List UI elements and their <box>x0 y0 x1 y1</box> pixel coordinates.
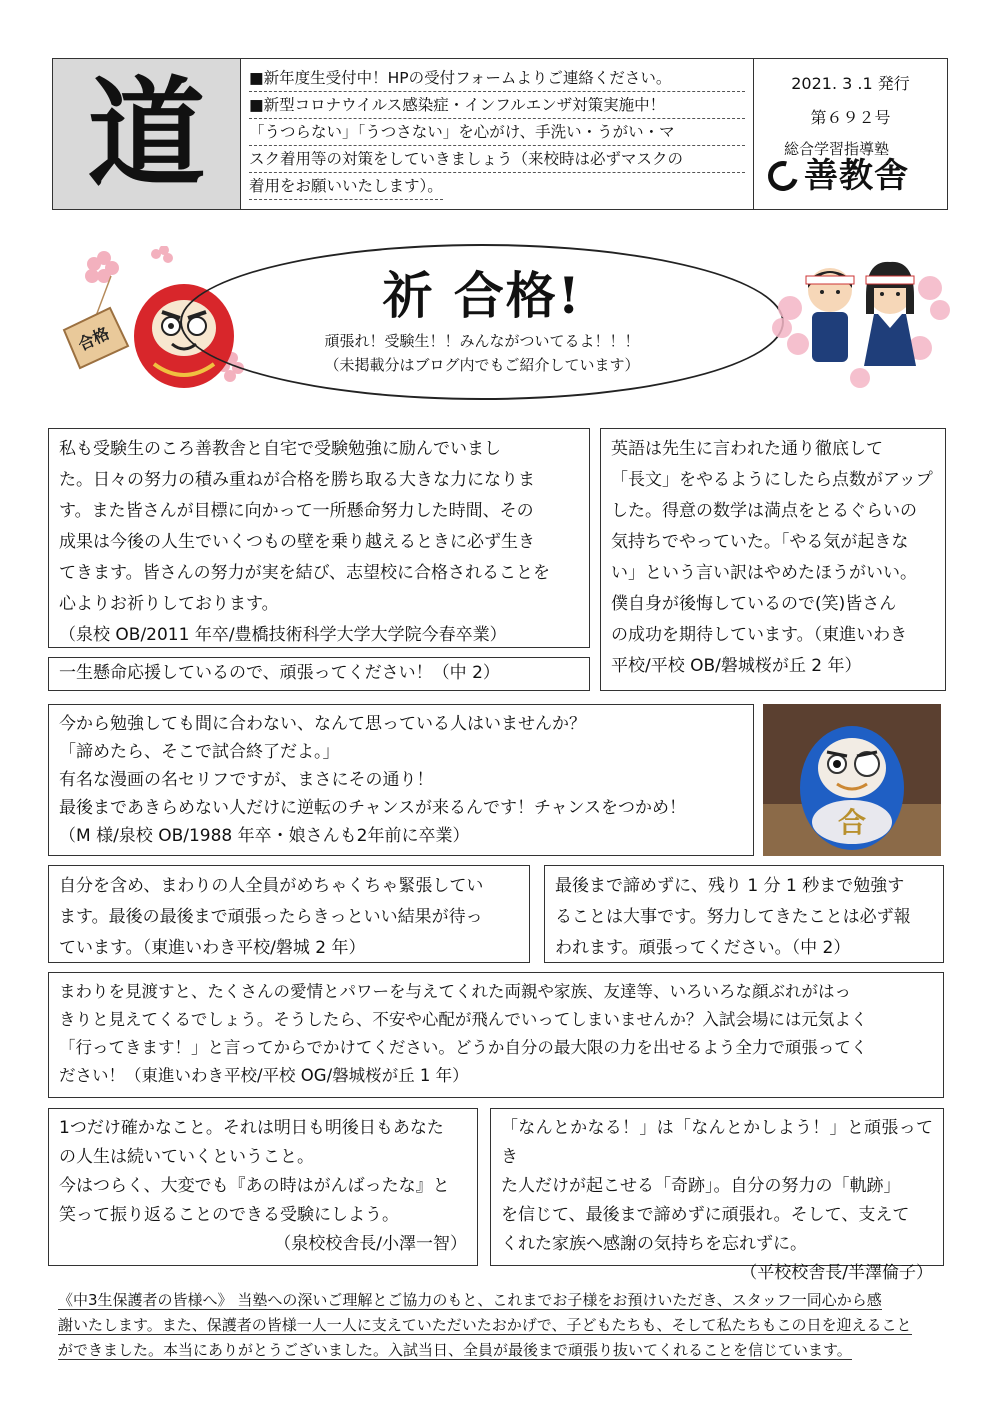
brand-subtitle: 総合学習指導塾 <box>784 140 890 158</box>
message-line: 成果は今後の人生でいくつもの壁を乗り越えるときに必ず生き <box>59 532 535 552</box>
message-card <box>490 1108 944 1283</box>
daruma-char: 合 <box>837 806 867 839</box>
message-line: た人だけが起こせる「奇跡」。自分の努力の「軌跡」 <box>501 1176 901 1196</box>
message-author: （泉校 OB/2011 年卒/豊橋技術科学大学大学院今春卒業） <box>59 625 507 645</box>
newsletter-header <box>52 58 948 210</box>
message-line: ます。最後の最後まで頑張ったらきっといい結果が待っ <box>59 907 483 927</box>
message-card <box>600 428 946 691</box>
parents-note <box>58 1288 948 1363</box>
footer-line: 《中3生保護者の皆様へ》 当塾への深いご理解とご協力のもと、これまでお子様をお預けいただき、スタッフ一同心から感 <box>58 1291 882 1309</box>
banner-title: 祈 合格! <box>382 266 582 325</box>
message-author: （平校校舎長/半澤倫子） <box>740 1263 933 1283</box>
message-line: くれた家族へ感謝の気持ちを忘れずに。 <box>501 1234 807 1254</box>
message-line: た。日々の努力の積み重ねが合格を勝ち取る大きな力になりま <box>59 470 535 490</box>
issue-date: 2021. 3 .1 発行 <box>791 74 910 93</box>
notice-panel <box>241 59 754 209</box>
brand-logo <box>768 156 909 196</box>
daruma-photo <box>763 704 941 856</box>
message-line: 1つだけ確かなこと。それは明日も明後日もあなた <box>59 1118 444 1138</box>
message-line: ています。（東進いわき平校/磐城 2 年） <box>59 938 366 958</box>
message-line: 気持ちでやっていた。「やる気が起きな <box>611 532 909 552</box>
footer-line: ができました。本当にありがとうございました。入試当日、全員が最後まで頑張り抜いてくれることを信じています。 <box>58 1341 852 1359</box>
message-line: 自分を含め、まわりの人全員がめちゃくちゃ緊張してい <box>59 876 484 896</box>
message-line: の成功を期待しています。（東進いわき <box>611 625 908 645</box>
message-line: 「諦めたら、そこで試合終了だよ。」 <box>59 742 340 762</box>
message-card <box>48 657 590 691</box>
message-line: 僕自身が後悔しているので(笑)皆さん <box>611 594 897 614</box>
message-card <box>48 972 944 1098</box>
message-line: 「なんとかなる！」は「なんとかしよう！」と頑張ってき <box>501 1118 933 1167</box>
brand-swoosh-icon <box>763 156 804 197</box>
footer-line: 謝いたします。また、保護者の皆様一人一人に支えていただいたおかげで、子どもたちも、そして私たちもこの日を迎えること <box>58 1316 912 1334</box>
message-line: の人生は続いていくということ。 <box>59 1147 314 1167</box>
ema-text: 合格 <box>75 323 113 355</box>
message-line: 私も受験生のころ善教舎と自宅で受験勉強に励んでいまし <box>59 439 501 459</box>
cherry-blossom-icon <box>772 276 950 388</box>
message-line: てきます。皆さんの努力が実を結び、志望校に合格されることを <box>59 563 550 583</box>
notice-line: 着用をお願いいたします）。 <box>249 173 443 200</box>
message-line: 有名な漫画の名セリフですが、まさにその通り！ <box>59 770 434 790</box>
message-line: （M 様/泉校 OB/1988 年卒・娘さんも2年前に卒業） <box>59 826 470 846</box>
notice-line: ■新型コロナウイルス感染症・インフルエンザ対策実施中！ <box>249 92 745 119</box>
message-line: を信じて、最後まで諦めずに頑張れ。そして、支えて <box>501 1205 910 1225</box>
notice-line: ■新年度生受付中！HPの受付フォームよりご連絡ください。 <box>249 65 745 92</box>
message-line: 「行ってきます！」と言ってからでかけてください。どうか自分の最大限の力を出せるよう全力で頑張ってく <box>59 1038 868 1057</box>
message-line: 英語は先生に言われた通り徹底して <box>611 439 883 459</box>
message-card <box>48 1108 478 1266</box>
message-card <box>48 704 754 856</box>
message-line: 笑って振り返ることのできる受験にしよう。 <box>59 1205 399 1225</box>
banner-subtitle: 頑張れ！受験生！！みんながついてるよ！！！ <box>324 332 640 350</box>
masthead-char: 道 <box>87 64 206 203</box>
message-line: まわりを見渡すと、たくさんの愛情とパワーを与えてくれた両親や家族、友達等、いろいろな顔ぶれがはっ <box>59 982 851 1001</box>
message-card <box>48 428 590 648</box>
message-card <box>48 865 530 963</box>
message-line: 最後まで諦めずに、残り 1 分 1 秒まで勉強す <box>555 876 905 896</box>
message-line: す。また皆さんが目標に向かって一所懸命努力した時間、その <box>59 501 534 521</box>
message-line: ることは大事です。努力してきたことは必ず報 <box>555 907 911 927</box>
banner-note: （未掲載分はブログ内でもご紹介しています） <box>324 356 640 374</box>
brand-name: 善教舎 <box>804 156 909 196</box>
issue-info <box>754 59 947 209</box>
message-line: 心よりお祈りしております。 <box>59 594 279 614</box>
masthead-logo <box>53 59 241 209</box>
message-line: 最後まであきらめない人だけに逆転のチャンスが来るんです！チャンスをつかめ！ <box>59 798 686 818</box>
message-line: した。得意の数学は満点をとるぐらいの <box>611 501 917 521</box>
message-line: われます。頑張ってください。（中 2） <box>555 938 851 958</box>
notice-line: スク着用等の対策をしていきましょう（来校時は必ずマスクの <box>249 146 745 173</box>
message-line: きりと見えてくるでしょう。そうしたら、不安や心配が飛んでいってしまいませんか？入試会場には元気よく <box>59 1010 868 1029</box>
notice-line: 「うつらない」「うつさない」を心がけ、手洗い・うがい・マ <box>249 119 745 146</box>
blue-daruma-image <box>763 704 941 856</box>
message-author: （泉校校舎長/小澤一智） <box>274 1234 467 1254</box>
message-line: 今から勉強しても間に合わない、なんて思っている人はいませんか？ <box>59 714 586 734</box>
message-line: 平校/平校 OB/磐城桜が丘 2 年） <box>611 656 862 676</box>
students-illustration <box>770 248 950 393</box>
message-line: 一生懸命応援しているので、頑張ってください！（中 2） <box>59 663 500 683</box>
message-line: 「長文」をやるようにしたら点数がアップ <box>611 470 933 490</box>
message-card <box>544 865 944 963</box>
banner <box>0 238 1000 408</box>
message-line: 今はつらく、大変でも『あの時はがんばったな』と <box>59 1176 450 1196</box>
issue-number: 第６９２号 <box>810 108 891 127</box>
message-line: ださい！（東進いわき平校/平校 OG/磐城桜が丘 1 年） <box>59 1066 469 1085</box>
message-line: い」という言い訳はやめたほうがいい。 <box>611 563 917 583</box>
